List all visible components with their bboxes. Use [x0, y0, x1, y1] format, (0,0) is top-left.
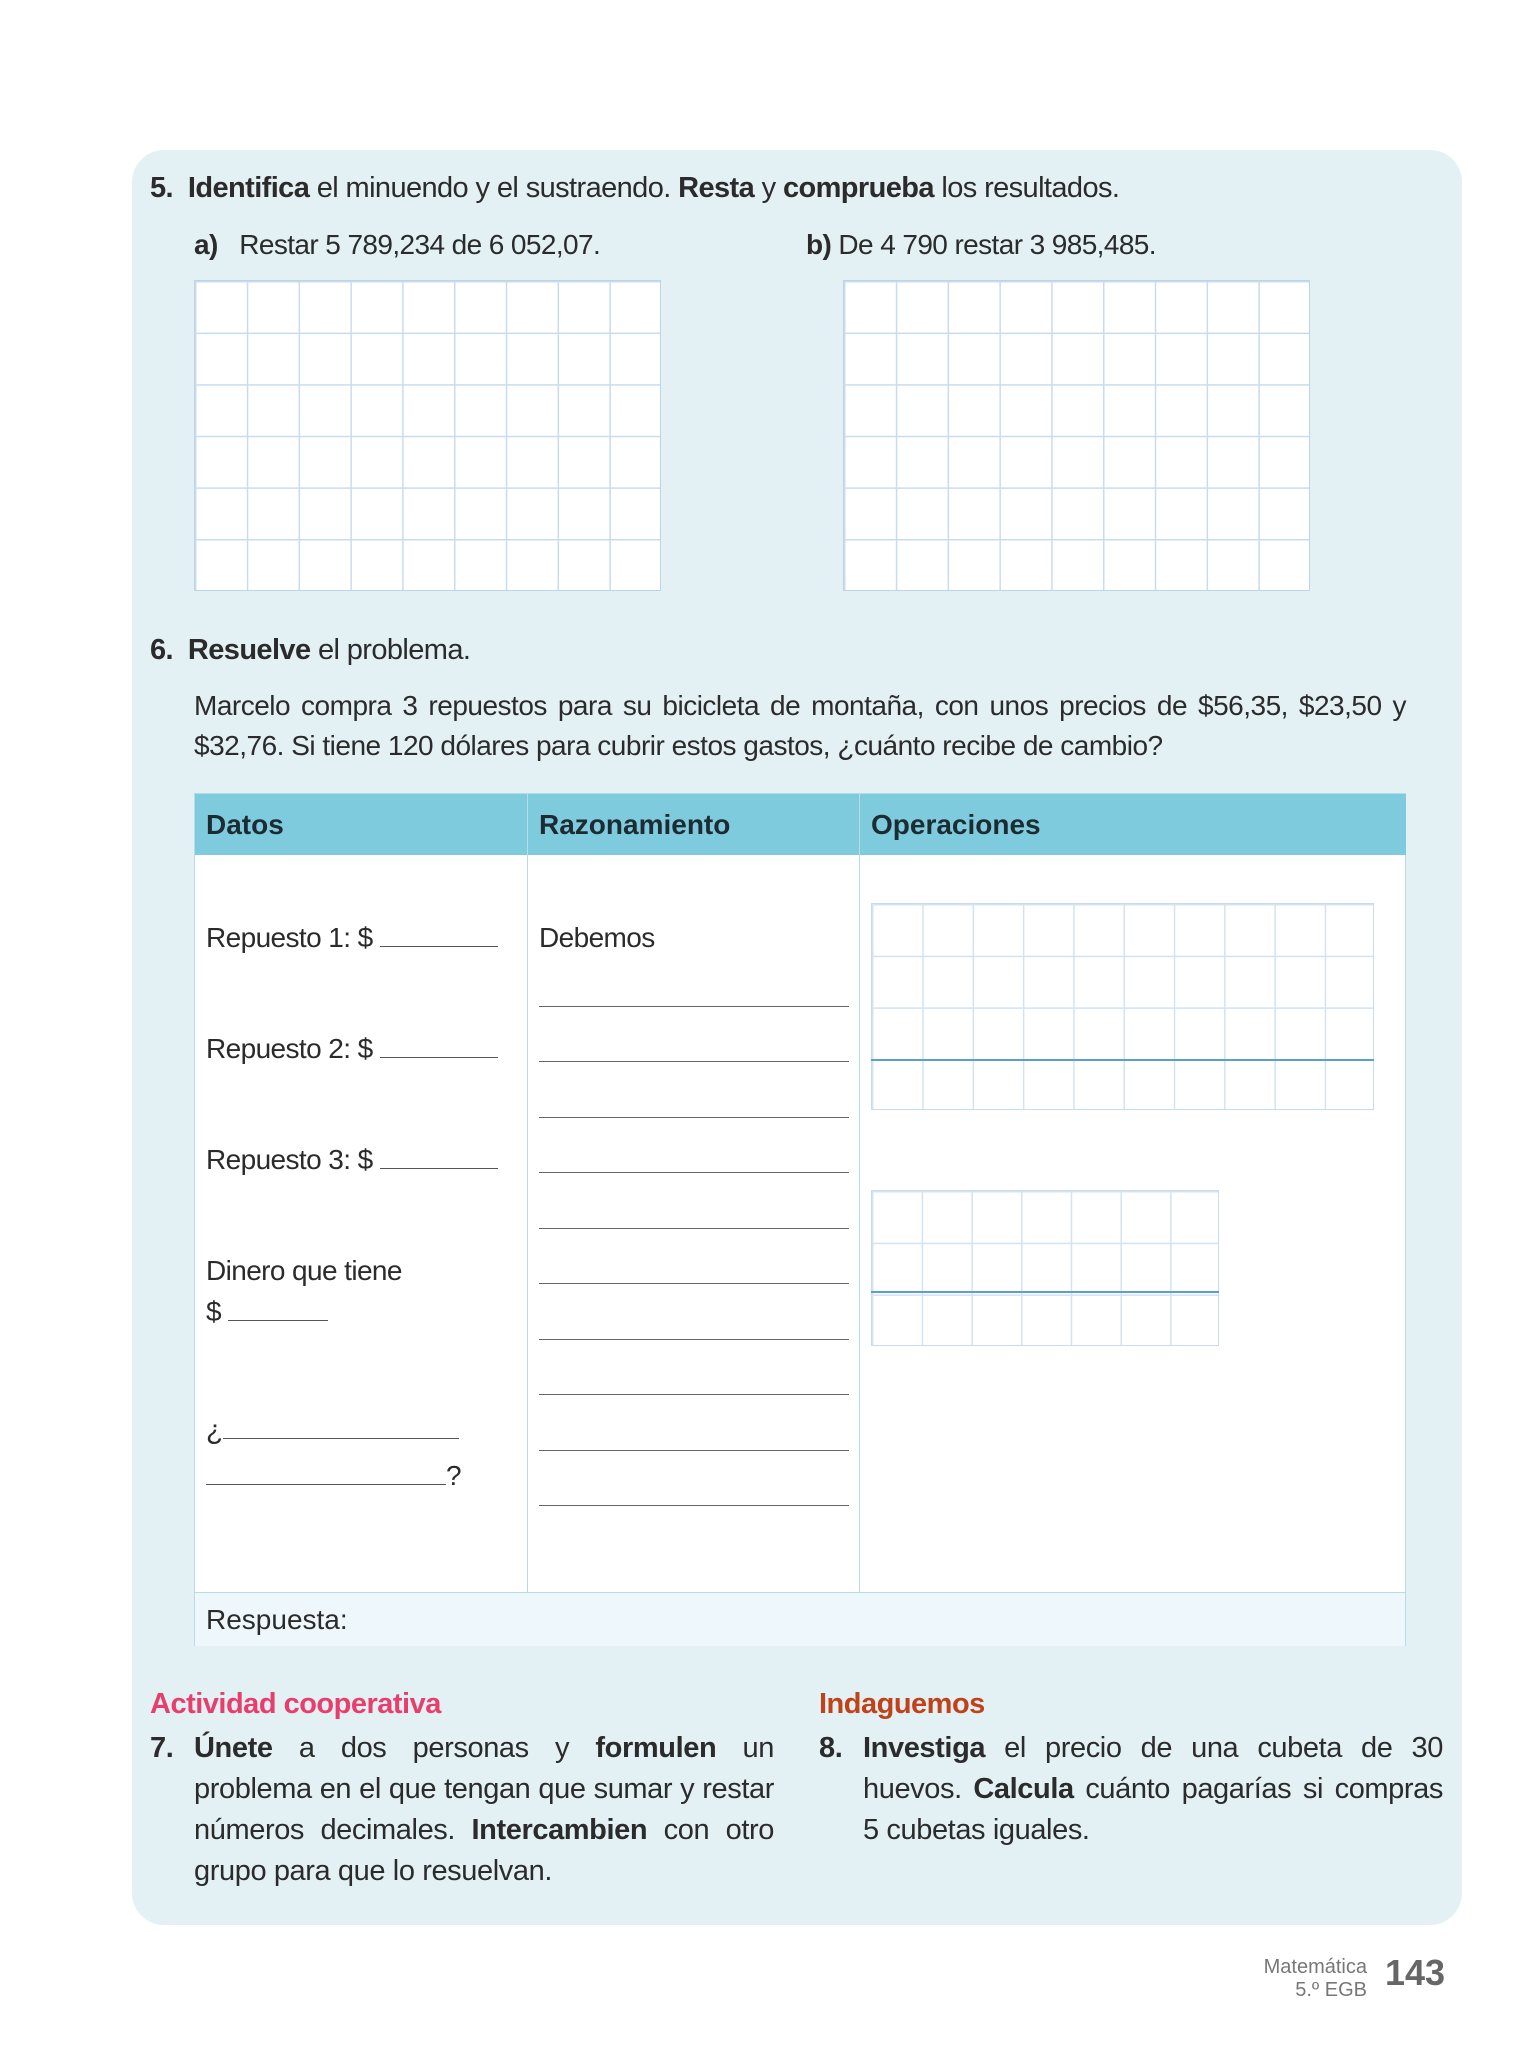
q5-heading — [150, 172, 1119, 205]
answer-line[interactable] — [539, 1394, 849, 1395]
operations-grid-2[interactable] — [871, 1190, 1219, 1346]
q5-verb-identifica: Identifica — [187, 172, 310, 204]
q5-b-grid[interactable] — [843, 280, 1310, 591]
q7-number: 7. — [150, 1732, 174, 1764]
dato-label: Repuesto 2: $ — [206, 1033, 373, 1064]
answer-line[interactable] — [539, 1283, 849, 1284]
q6-problem: Marcelo compra 3 repuestos para su bicicleta de montaña, con unos precios de $56,35, $23,50 y $32,76. Si tiene 120 dólares para cubrir estos gastos, ¿cuánto recibe de cambio? — [194, 690, 1406, 761]
answer-line[interactable] — [539, 1339, 849, 1340]
dato-repuesto-2 — [206, 1033, 498, 1065]
section-indaguemos: Indaguemos — [819, 1688, 985, 1720]
dato-question-close — [206, 1460, 461, 1492]
q7-text-part: a dos personas y — [272, 1732, 596, 1764]
q5-verb-resta: Resta — [678, 172, 755, 204]
blank-field[interactable] — [206, 1484, 446, 1485]
dato-repuesto-3 — [206, 1144, 498, 1176]
q8-verb-investiga: Investiga — [863, 1732, 986, 1764]
dato-label: Repuesto 3: $ — [206, 1144, 373, 1175]
q8-verb-calcula: Calcula — [973, 1773, 1074, 1805]
page-number: 143 — [1385, 1952, 1446, 1993]
dato-label: Repuesto 1: $ — [206, 922, 373, 953]
blank-field[interactable] — [228, 1320, 328, 1321]
footer-book — [1264, 1956, 1367, 2002]
q8-text — [863, 1728, 1443, 1851]
blank-field[interactable] — [223, 1438, 459, 1439]
dato-label: ? — [446, 1460, 461, 1491]
dato-repuesto-1 — [206, 922, 498, 954]
dato-label: ¿ — [206, 1414, 223, 1445]
answer-line[interactable] — [539, 1117, 849, 1118]
q5-text: los resultados. — [933, 172, 1120, 204]
blank-field[interactable] — [380, 1057, 498, 1058]
dato-dinero-amount — [206, 1296, 328, 1328]
dato-label: $ — [206, 1296, 221, 1327]
q6-verb: Resuelve — [187, 634, 311, 666]
q6-number: 6. — [150, 634, 173, 666]
razonamiento-start: Debemos — [539, 922, 655, 953]
q7-text-part: con otro grupo para que lo resuelvan. — [194, 1814, 774, 1887]
q5-text: el minuendo y el sustraendo. — [309, 172, 679, 204]
q8-text-part: cuánto pagarías si compras 5 cubetas iguales. — [863, 1773, 1443, 1846]
q7-verb-unete: Únete — [194, 1732, 273, 1764]
q5-verb-comprueba: comprueba — [782, 172, 934, 204]
q7-verb-formulen: formulen — [595, 1732, 717, 1764]
q5-number: 5. — [150, 172, 173, 204]
answer-line[interactable] — [539, 1006, 849, 1007]
column-divider — [859, 794, 860, 1592]
section-actividad-cooperativa: Actividad cooperativa — [150, 1688, 441, 1720]
q7-text — [194, 1728, 774, 1892]
q6-table — [194, 793, 1406, 1646]
q5-b-text: De 4 790 restar 3 985,485. — [838, 229, 1156, 260]
answer-line[interactable] — [539, 1450, 849, 1451]
q7-text-part: un problema en el que tengan que sumar y restar números decimales. — [194, 1732, 774, 1846]
answer-line[interactable] — [539, 1172, 849, 1173]
dato-dinero: Dinero que tiene — [206, 1255, 402, 1286]
blank-field[interactable] — [380, 1168, 498, 1169]
q5-b-label: b) — [806, 229, 832, 260]
header-razonamiento: Razonamiento — [528, 794, 860, 855]
blank-field[interactable] — [380, 946, 498, 947]
q7-verb-intercambien: Intercambien — [471, 1814, 648, 1846]
respuesta-row[interactable] — [195, 1592, 1405, 1646]
q6-heading — [150, 634, 470, 667]
q5-a-label: a) — [194, 229, 218, 260]
q5-a-grid[interactable] — [194, 280, 661, 591]
q8-number: 8. — [819, 1732, 843, 1764]
q8-text-part: el precio de una cubeta de 30 huevos. — [863, 1732, 1443, 1805]
column-divider — [527, 794, 528, 1592]
q5-a-text: Restar 5 789,234 de 6 052,07. — [239, 229, 601, 260]
q6-title-rest: el problema. — [310, 634, 471, 666]
result-line — [871, 1059, 1374, 1061]
answer-line[interactable] — [539, 1228, 849, 1229]
footer-grade: 5.º EGB — [1295, 1979, 1367, 2001]
answer-line[interactable] — [539, 1505, 849, 1506]
answer-line[interactable] — [539, 1061, 849, 1062]
q5-a — [194, 229, 600, 261]
footer-subject: Matemática — [1263, 1956, 1367, 1978]
q5-b — [806, 229, 1156, 261]
result-line — [871, 1291, 1219, 1293]
header-datos: Datos — [195, 794, 528, 855]
dato-question-open — [206, 1414, 459, 1446]
q5-text: y — [754, 172, 783, 204]
operations-grid-1[interactable] — [871, 903, 1374, 1110]
respuesta-label: Respuesta: — [206, 1604, 348, 1635]
header-operaciones: Operaciones — [860, 794, 1406, 855]
